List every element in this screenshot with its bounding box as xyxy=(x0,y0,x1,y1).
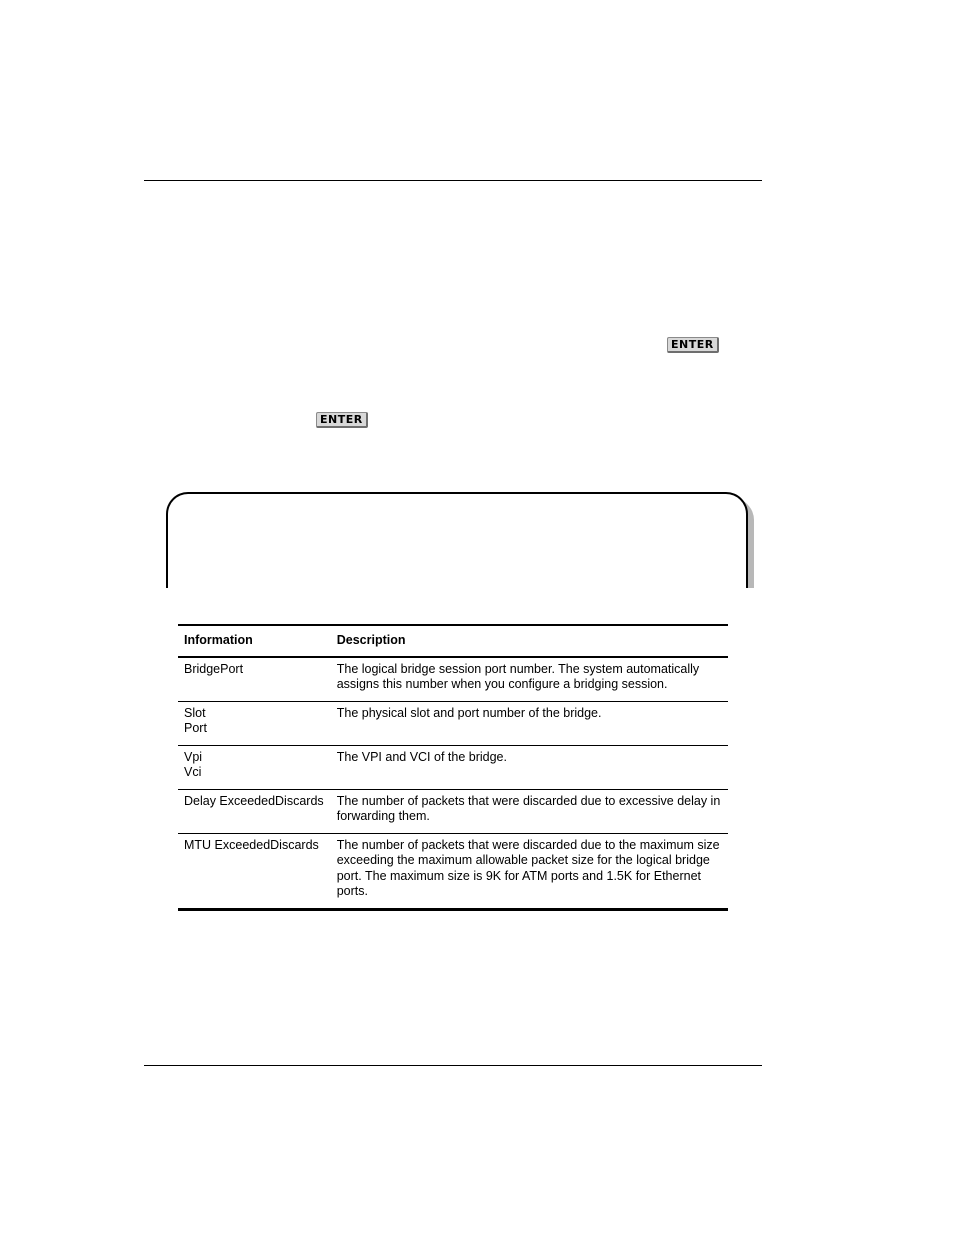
table-row xyxy=(178,657,728,702)
description-cell: The VPI and VCI of the bridge. xyxy=(331,745,728,789)
screen-display-frame xyxy=(166,492,748,590)
info-cell: Slot Port xyxy=(178,701,331,745)
description-cell: The logical bridge session port number. The system automatically assigns this number when you configure a bridging session. xyxy=(331,657,728,702)
table-row xyxy=(178,745,728,789)
table-row xyxy=(178,789,728,833)
table-header-row xyxy=(178,625,728,657)
column-header-information: Information xyxy=(178,625,331,657)
enter-key-icon: ENTER xyxy=(667,337,719,353)
description-cell: The number of packets that were discarded due to excessive delay in forwarding them. xyxy=(331,789,728,833)
footer-rule xyxy=(144,1065,762,1066)
header-rule xyxy=(144,180,762,181)
enter-key-icon: ENTER xyxy=(316,412,368,428)
info-cell: Vpi Vci xyxy=(178,745,331,789)
bridge-statistics-table xyxy=(178,624,728,911)
column-header-description: Description xyxy=(331,625,728,657)
info-cell: BridgePort xyxy=(178,657,331,702)
table-row xyxy=(178,701,728,745)
description-cell: The number of packets that were discarded due to the maximum size exceeding the maximum allowable packet size for the logical bridge port. The maximum size is 9K for ATM ports and 1.5K for Ethernet ports. xyxy=(336,837,720,898)
description-cell: The physical slot and port number of the bridge. xyxy=(331,701,728,745)
table-row xyxy=(178,833,728,909)
info-cell: MTU ExceededDiscards xyxy=(184,837,319,852)
info-cell: Delay ExceededDiscards xyxy=(178,789,331,833)
